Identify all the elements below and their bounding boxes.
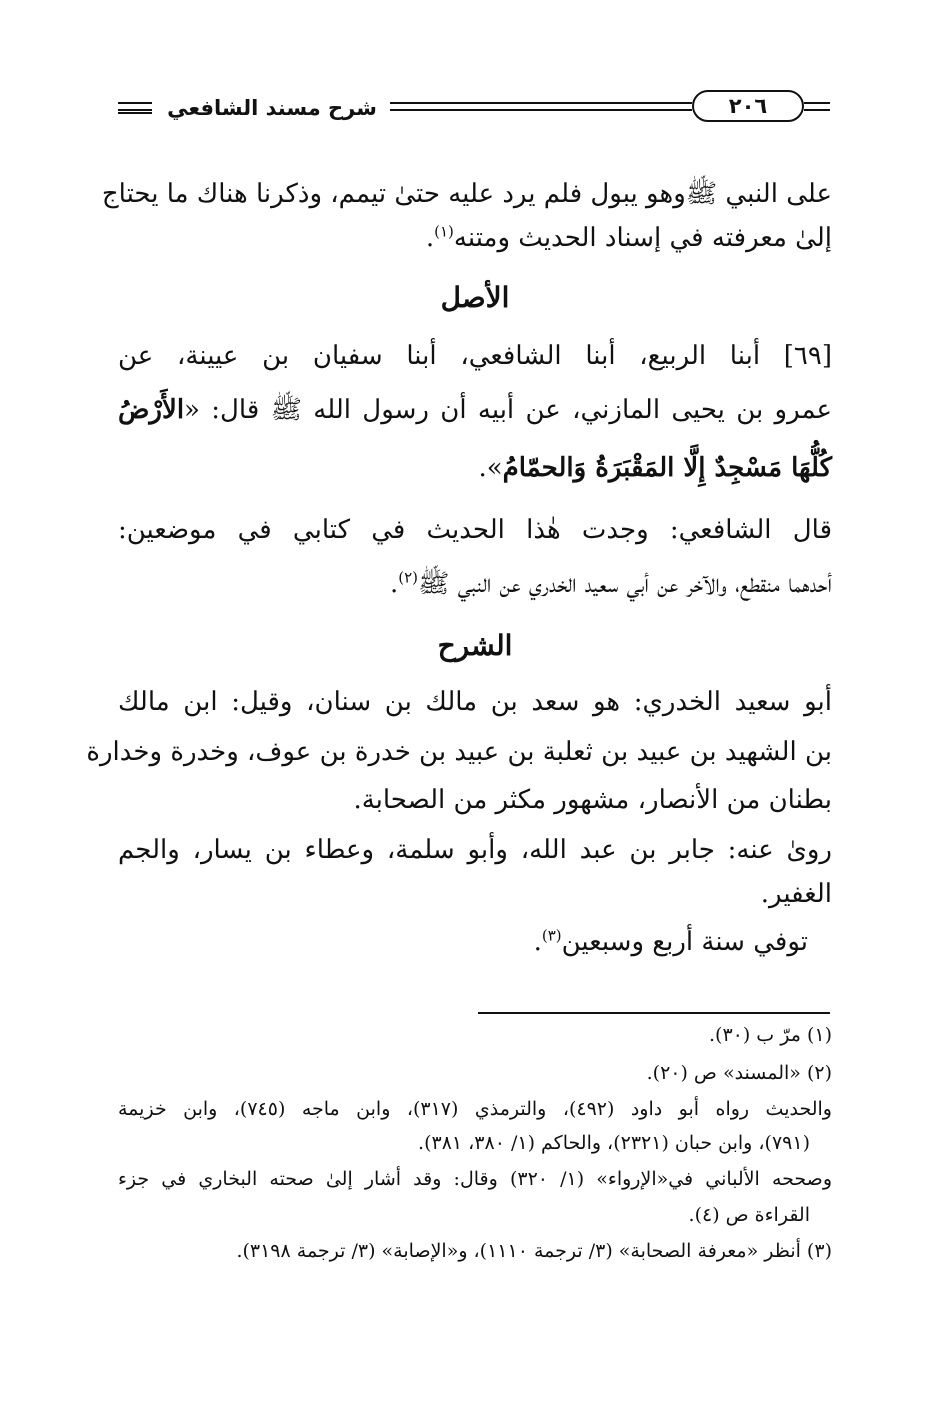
hadith-text: الأَرْضُ: [118, 395, 185, 425]
text-line: [٦٩] أبنا الربيع، أبنا الشافعي، أبنا سفيان بن عيينة، عن: [118, 341, 832, 371]
text-line: [390, 562, 832, 606]
section-heading-sharh: الشرح: [437, 629, 513, 662]
text-line: روىٰ عنه: جابر بن عبد الله، وأبو سلمة، وعطاء بن يسار، والجم: [118, 835, 832, 865]
punctuation: .: [425, 223, 435, 253]
text-run: توفي سنة أربع وسبعين: [561, 927, 808, 957]
text-line: [478, 446, 832, 490]
punctuation: .: [533, 927, 542, 957]
text-line: بطنان من الأنصار، مشهور مكثر من الصحابة.: [353, 785, 832, 815]
text-run: عمرو بن يحيى المازني، عن أبيه أن رسول الله ﷺ قال: «: [184, 395, 832, 425]
footnote-2-line: والحديث رواه أبو داود (٤٩٢)، والترمذي (٣١٧)، وابن ماجه (٧٤٥)، وابن خزيمة: [118, 1098, 832, 1120]
text-line: الغفير.: [760, 879, 832, 909]
section-heading-asl: الأصل: [440, 281, 510, 314]
hadith-text: كُلُّهَا مَسْجِدٌ إِلَّا المَقْبَرَةُ وَالحمّامُ: [502, 453, 832, 483]
text-run: أحدهما منقطع، والآخر عن أبي سعيد الخدري عن النبي ﷺ: [417, 569, 832, 599]
footnote-2: (٢) «المسند» ص (٢٠).: [646, 1062, 832, 1084]
footnote-divider: [478, 1012, 830, 1014]
footnote-3: (٣) أنظر «معرفة الصحابة» (٣/ ترجمة ١١١٠)، و«الإصابة» (٣/ ترجمة ٣١٩٨).: [236, 1240, 832, 1262]
text-line: [534, 920, 808, 964]
punctuation: ».: [478, 453, 503, 483]
footnote-ref-3[interactable]: (٣): [541, 926, 562, 945]
text-line: [426, 216, 832, 260]
running-title: شرح مسند الشافعي: [167, 96, 377, 120]
footnote-1: (١) مرّ ب (٣٠).: [708, 1024, 832, 1046]
header-rule-right: [804, 102, 830, 111]
footnote-2-line: القراءة ص (٤).: [688, 1204, 810, 1226]
running-header: [118, 88, 830, 132]
footnote-2-line: (٧٩١)، وابن حبان (٢٣٢١)، والحاكم (١/ ٣٨٠، ٣٨١).: [418, 1132, 810, 1154]
text-line: قال الشافعي: وجدت هٰذا الحديث في كتابي في موضعين:: [118, 515, 832, 545]
header-rule-middle: [390, 102, 692, 111]
footnote-ref-1[interactable]: (١): [434, 222, 454, 241]
text-line: أبو سعيد الخدري: هو سعد بن مالك بن سنان، وقيل: ابن مالك: [118, 687, 832, 717]
page-number: ٢٠٦: [728, 94, 768, 118]
header-rule-left-single: [118, 112, 152, 114]
footnote-2-line: وصححه الألباني في«الإرواء» (١/ ٣٢٠) وقال: وقد أشار إلىٰ صحته البخاري في جزء: [118, 1168, 832, 1190]
text-line: على النبي ﷺوهو يبول فلم يرد عليه حتىٰ تيمم، وذكرنا هناك ما يحتاج: [101, 179, 832, 209]
page-number-badge: [692, 90, 804, 122]
header-rule-left-double: [118, 102, 152, 111]
text-run: إلىٰ معرفته في إسناد الحديث ومتنه: [453, 223, 832, 253]
text-line: [118, 388, 832, 432]
footnote-ref-2[interactable]: (٢): [398, 568, 418, 587]
punctuation: .: [389, 569, 399, 599]
text-line: بن الشهيد بن عبيد بن ثعلبة بن عبيد بن خدرة بن عوف، وخدرة وخدارة: [86, 737, 832, 767]
